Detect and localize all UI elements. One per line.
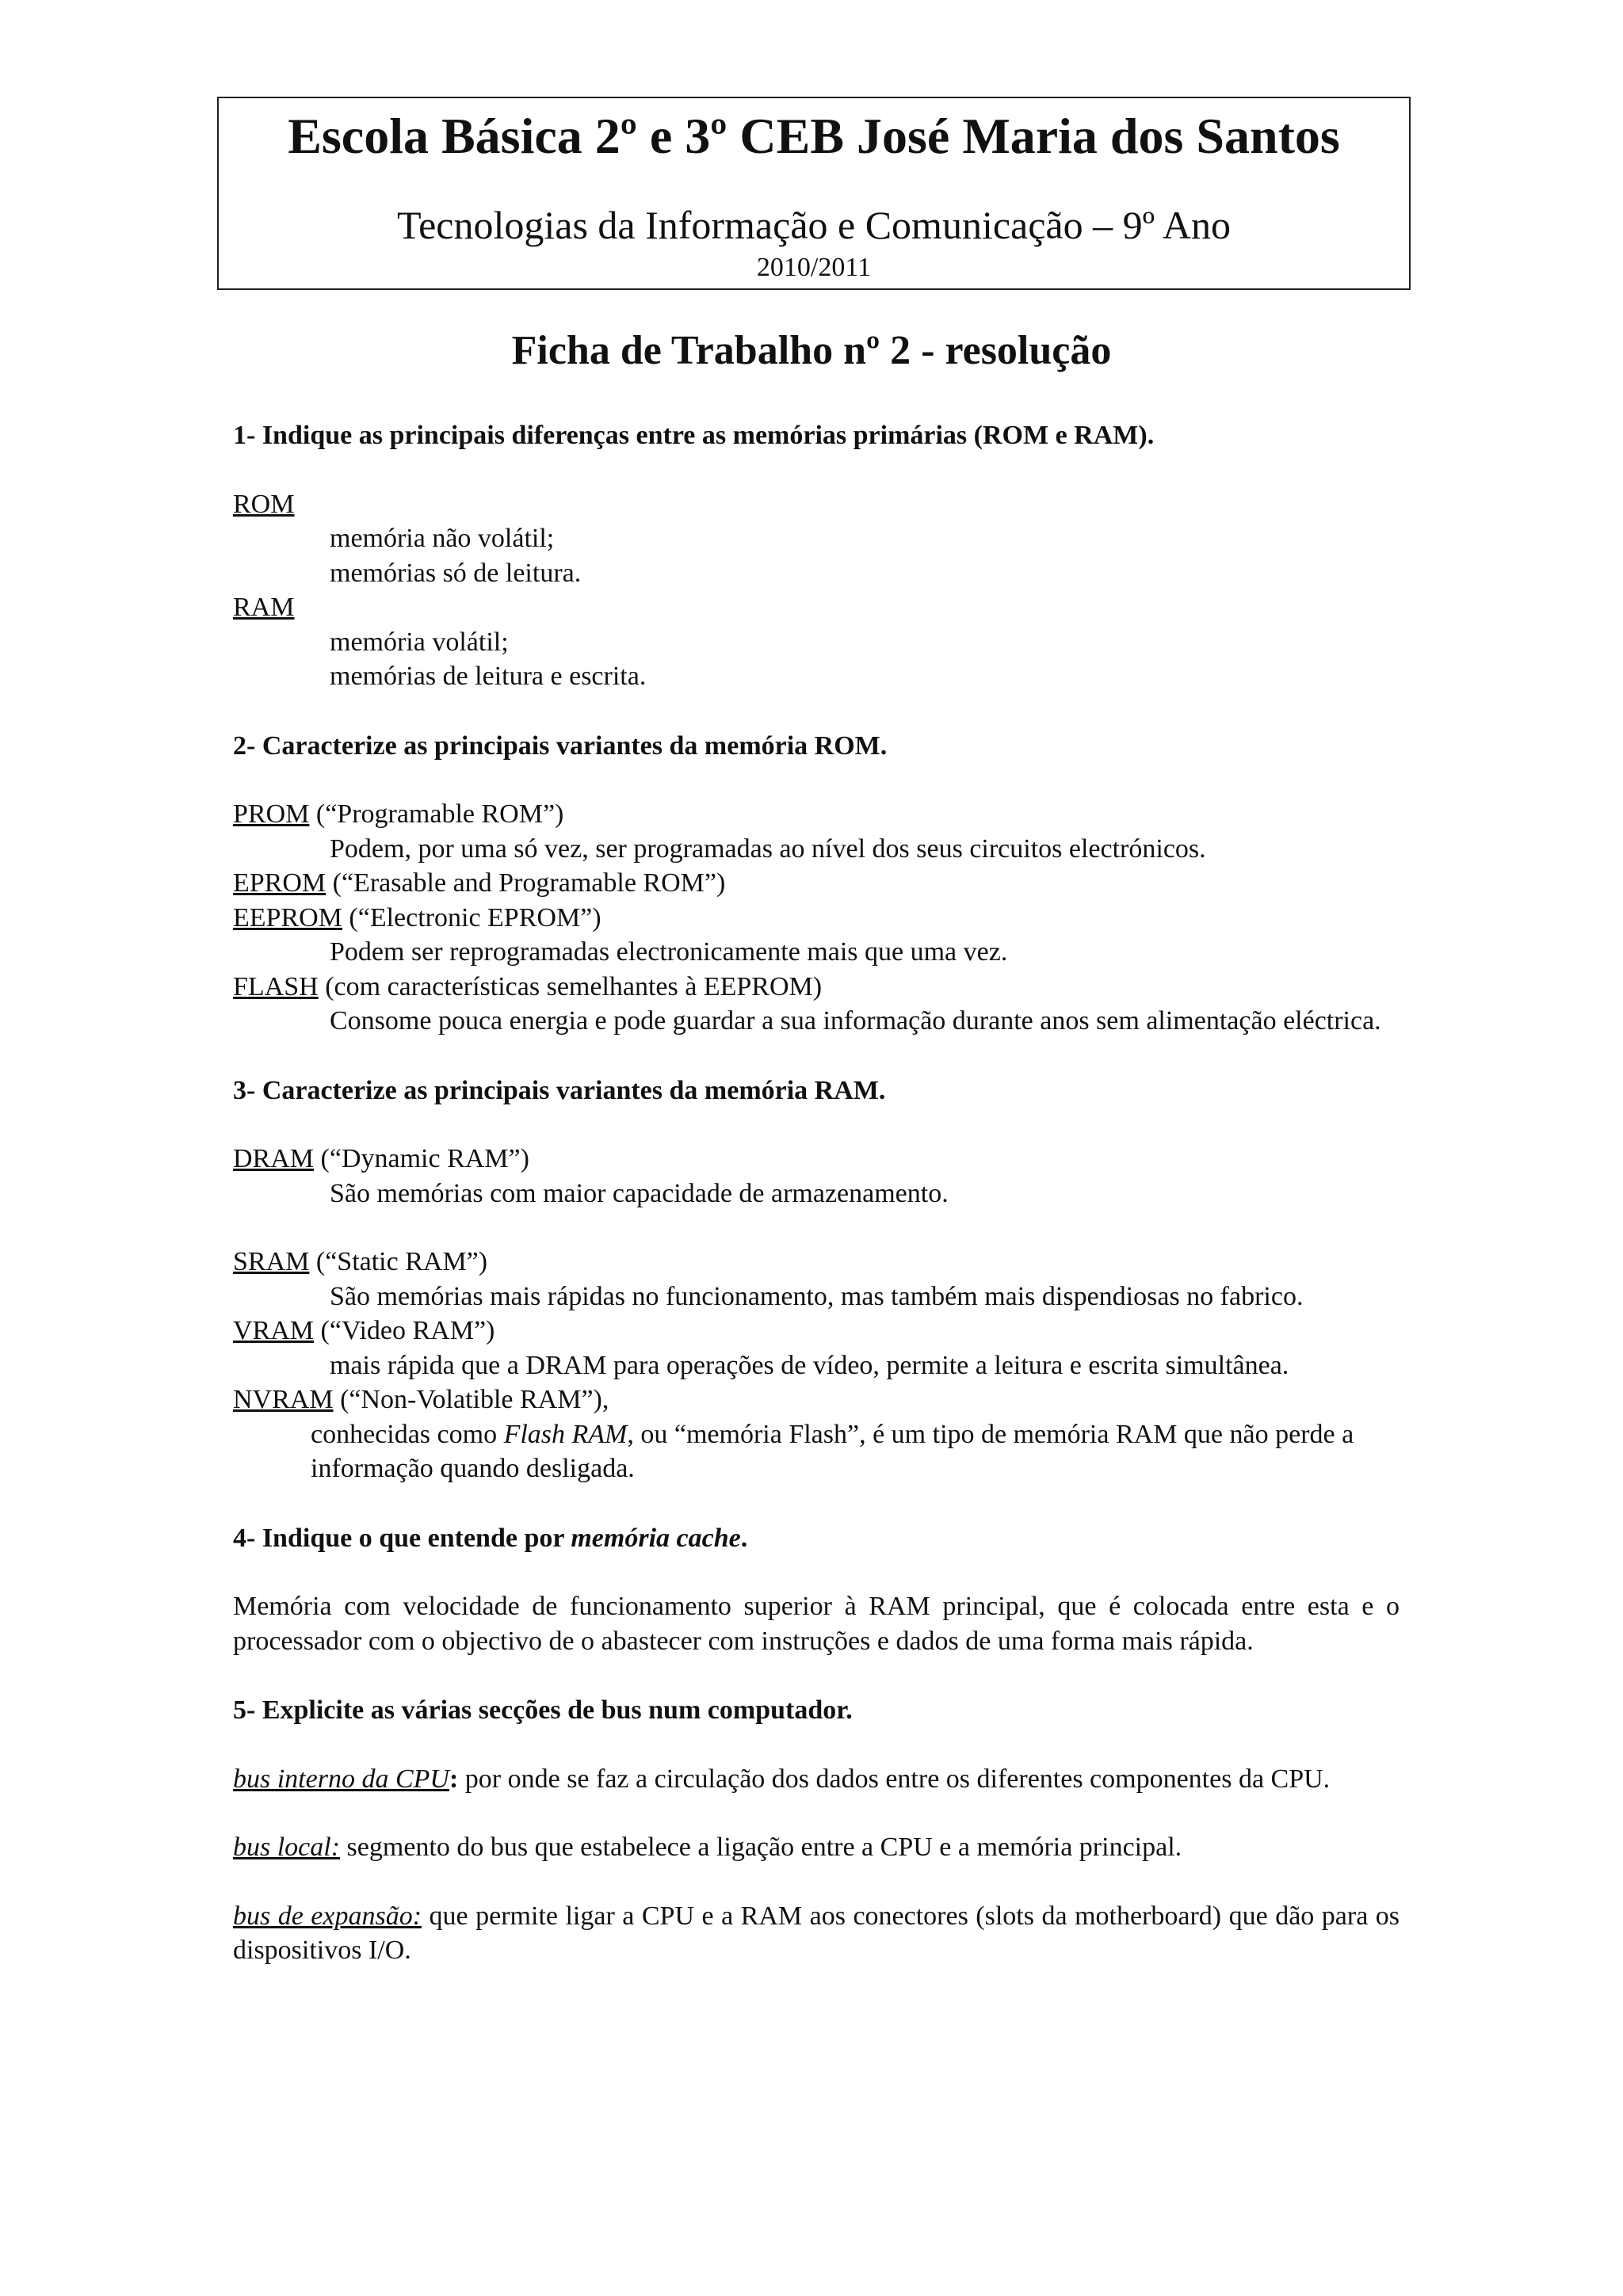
worksheet-title: Ficha de Trabalho nº 2 - resolução <box>511 328 1112 373</box>
vram-entry <box>233 1314 1400 1348</box>
bus-local-text: segmento do bus que estabelece a ligação entre a CPU e a memória principal. <box>340 1833 1182 1862</box>
question-4-italic: memória cache <box>571 1523 741 1553</box>
subject-title: Tecnologias da Informação e Comunicação – 9º Ano <box>397 203 1231 247</box>
question-1: 1- Indique as principais diferenças entre as memórias primárias (ROM e RAM). <box>233 421 1155 450</box>
question-5: 5- Explicite as várias secções de bus num computador. <box>233 1695 853 1725</box>
flash-entry <box>233 970 1400 1005</box>
sram-desc: (“Static RAM”) <box>309 1247 488 1276</box>
term-nvram: NVRAM <box>233 1385 334 1414</box>
nvram-desc: (“Non-Volatible RAM”), <box>333 1385 609 1414</box>
sram-entry <box>233 1245 1400 1280</box>
flash-text: Consome pouca energia e pode guardar a sua informação durante anos sem alimentação eléctrica. <box>330 1006 1381 1035</box>
bus-local-entry <box>233 1830 1400 1865</box>
term-ram: RAM <box>233 593 295 622</box>
bus-internal-colon: : <box>449 1764 459 1794</box>
term-dram: DRAM <box>233 1144 315 1173</box>
term-eeprom: EEPROM <box>233 902 342 933</box>
bus-expansion-entry <box>233 1899 1400 1968</box>
ram-line-2: memórias de leitura e escrita. <box>330 662 647 691</box>
term-bus-expansion: bus de expansão: <box>233 1901 422 1931</box>
eeprom-text: Podem ser reprogramadas electronicamente mais que uma vez. <box>330 937 1008 967</box>
rom-line-2: memórias só de leitura. <box>330 558 582 588</box>
header-box <box>217 97 1411 290</box>
eprom-entry <box>233 866 1400 901</box>
bus-internal-entry <box>233 1762 1400 1797</box>
school-year: 2010/2011 <box>756 253 872 282</box>
term-eprom: EPROM <box>233 868 327 898</box>
question-2: 2- Caracterize as principais variantes da memória ROM. <box>233 730 888 761</box>
dram-entry <box>233 1142 1400 1177</box>
nvram-text-italic: Flash RAM <box>503 1419 628 1449</box>
term-rom: ROM <box>233 489 295 519</box>
term-bus-local: bus local: <box>233 1833 341 1862</box>
question-3: 3- Caracterize as principais variantes da memória RAM. <box>233 1075 886 1105</box>
worksheet-content <box>233 418 1400 1968</box>
sram-text: São memórias mais rápidas no funcionamento, mas também mais dispendiosas no fabrico. <box>330 1281 1304 1311</box>
term-prom: PROM <box>233 799 310 829</box>
nvram-text-b: , ou “memória Flash”, é um tipo de memória RAM que não perde a informação quando desligada. <box>311 1419 1354 1483</box>
prom-text: Podem, por uma só vez, ser programadas ao nível dos seus circuitos electrónicos. <box>330 833 1206 864</box>
term-vram: VRAM <box>233 1316 315 1345</box>
eprom-desc: (“Erasable and Programable ROM”) <box>326 868 726 898</box>
flash-desc: (com características semelhantes à EEPROM) <box>318 971 823 1001</box>
bus-expansion-text: que permite ligar a CPU e a RAM aos conectores (slots da motherboard) que dão para os dispositivos I/O. <box>233 1901 1400 1965</box>
nvram-text-a: conhecidas como <box>311 1419 504 1449</box>
question-4-a: 4- Indique o que entende por <box>233 1523 571 1553</box>
vram-text: mais rápida que a DRAM para operações de vídeo, permite a leitura e escrita simultânea. <box>330 1350 1289 1380</box>
prom-desc: (“Programable ROM”) <box>309 799 564 829</box>
vram-desc: (“Video RAM”) <box>314 1316 495 1345</box>
term-sram: SRAM <box>233 1247 310 1276</box>
cache-answer: Memória com velocidade de funcionamento superior à RAM principal, que é colocada entre esta e o processador com o objectivo de o abastecer com instruções e dados de uma forma mais rápida. <box>233 1592 1400 1656</box>
term-bus-internal: bus interno da CPU <box>233 1764 449 1794</box>
eeprom-entry <box>233 901 1400 936</box>
ram-line-1: memória volátil; <box>330 627 509 657</box>
rom-line-1: memória não volátil; <box>330 524 555 553</box>
nvram-entry <box>233 1383 1400 1417</box>
question-4-b: . <box>740 1523 748 1553</box>
prom-entry <box>233 797 1400 832</box>
school-name: Escola Básica 2º e 3º CEB José Maria dos Santos <box>288 108 1340 164</box>
eeprom-desc: (“Electronic EPROM”) <box>342 902 601 933</box>
dram-text: São memórias com maior capacidade de armazenamento. <box>330 1178 949 1208</box>
term-flash: FLASH <box>233 971 319 1001</box>
bus-internal-text: por onde se faz a circulação dos dados entre os diferentes componentes da CPU. <box>458 1764 1331 1794</box>
dram-desc: (“Dynamic RAM”) <box>314 1144 529 1173</box>
question-4 <box>233 1521 1400 1556</box>
nvram-text <box>233 1417 1400 1486</box>
